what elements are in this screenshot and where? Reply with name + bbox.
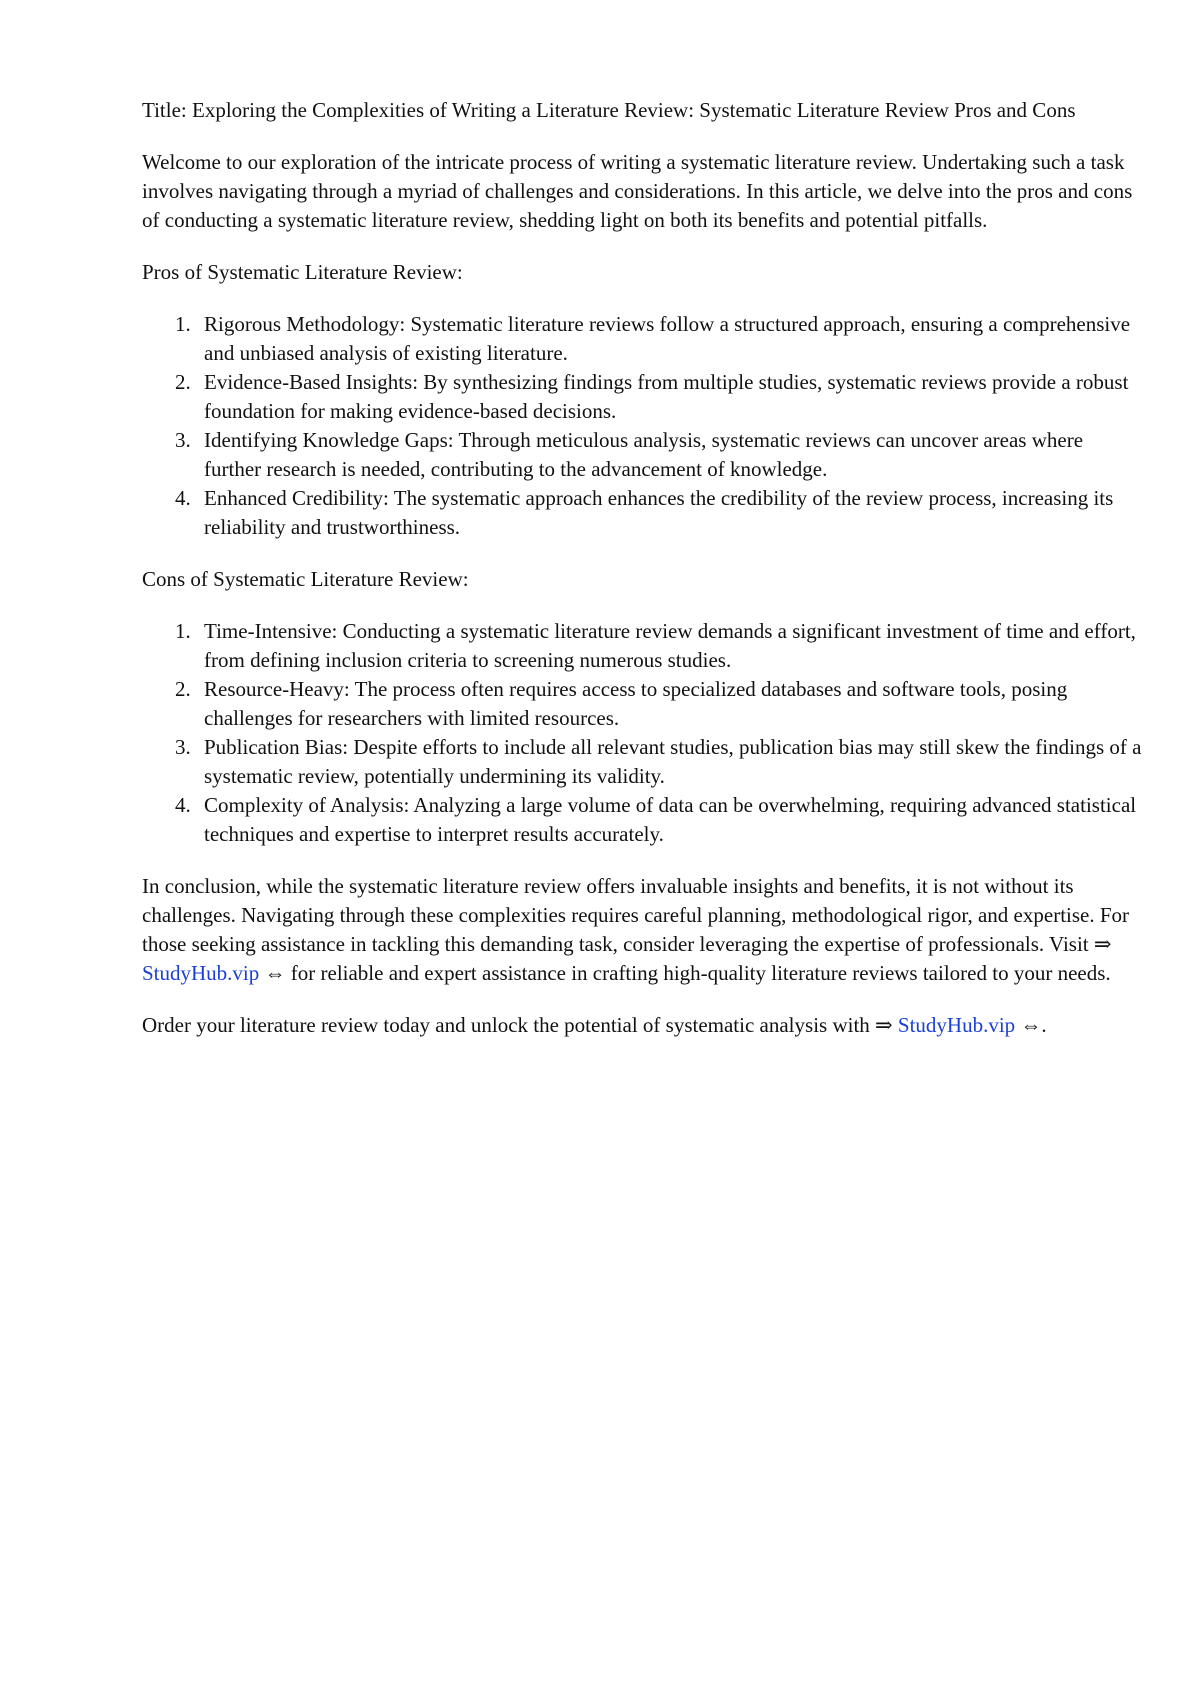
list-item-text: Publication Bias: Despite efforts to include all relevant studies, publication bias may still skew the findings of a systematic review, potentially undermining its validity. bbox=[204, 735, 1142, 788]
studyhub-link[interactable]: StudyHub.vip bbox=[897, 1013, 1016, 1037]
document-page bbox=[142, 96, 1142, 1063]
intro-paragraph: Welcome to our exploration of the intricate process of writing a systematic literature review. Undertaking such a task involves navigating through a myriad of challenges and considerations. In this article, we delve into the pros and cons of conducting a systematic literature review, shedding light on both its benefits and potential pitfalls. bbox=[142, 150, 1133, 232]
cons-heading: Cons of Systematic Literature Review: bbox=[142, 567, 469, 591]
studyhub-link[interactable]: StudyHub.vip bbox=[142, 961, 260, 985]
conclusion-paragraph bbox=[142, 872, 1142, 988]
list-item-number: 3. bbox=[175, 735, 191, 759]
list-item-text: Time-Intensive: Conducting a systematic literature review demands a significant investment of time and effort, from defining inclusion criteria to screening numerous studies. bbox=[204, 619, 1136, 672]
conclusion-text: In conclusion, while the systematic literature review offers invaluable insights and benefits, it is not without its challenges. Navigating through these complexities requires careful planning, methodological rigor, and expertise. For those seeking assistance in tackling this demanding task, consider leveraging the expertise of professionals. Visit ⇒ bbox=[142, 874, 1130, 956]
list-item-text: Enhanced Credibility: The systematic approach enhances the credibility of the review process, increasing its reliability and trustworthiness. bbox=[204, 486, 1114, 539]
list-item-text: Evidence-Based Insights: By synthesizing findings from multiple studies, systematic reviews provide a robust foundation for making evidence-based decisions. bbox=[204, 370, 1129, 423]
pros-heading: Pros of Systematic Literature Review: bbox=[142, 260, 463, 284]
list-item bbox=[142, 426, 1142, 484]
list-item-number: 2. bbox=[175, 677, 191, 701]
list-item bbox=[142, 368, 1142, 426]
list-item-number: 4. bbox=[175, 486, 191, 510]
closing-text: Order your literature review today and unlock the potential of systematic analysis with ⇒ bbox=[142, 1013, 898, 1037]
list-item bbox=[142, 791, 1142, 849]
list-item-number: 4. bbox=[175, 793, 191, 817]
list-item-number: 2. bbox=[175, 370, 191, 394]
closing-text-tail: ⇔. bbox=[1015, 1013, 1047, 1037]
document-title: Title: Exploring the Complexities of Writing a Literature Review: Systematic Literature Review Pros and Cons bbox=[142, 98, 1076, 122]
list-item bbox=[142, 310, 1142, 368]
pros-list bbox=[142, 310, 1142, 542]
closing-paragraph bbox=[142, 1011, 1142, 1040]
list-item-text: Complexity of Analysis: Analyzing a large volume of data can be overwhelming, requiring advanced statistical techniques and expertise to interpret results accurately. bbox=[204, 793, 1137, 846]
list-item bbox=[142, 733, 1142, 791]
list-item-number: 1. bbox=[175, 619, 191, 643]
list-item-text: Identifying Knowledge Gaps: Through meticulous analysis, systematic reviews can uncover areas where further research is needed, contributing to the advancement of knowledge. bbox=[204, 428, 1084, 481]
list-item-text: Rigorous Methodology: Systematic literature reviews follow a structured approach, ensuring a comprehensive and unbiased analysis of existing literature. bbox=[204, 312, 1131, 365]
list-item-number: 3. bbox=[175, 428, 191, 452]
cons-list bbox=[142, 617, 1142, 849]
list-item-text: Resource-Heavy: The process often requires access to specialized databases and software tools, posing challenges for researchers with limited resources. bbox=[204, 677, 1068, 730]
list-item-number: 1. bbox=[175, 312, 191, 336]
list-item bbox=[142, 484, 1142, 542]
list-item bbox=[142, 675, 1142, 733]
list-item bbox=[142, 617, 1142, 675]
conclusion-text-tail: ⇔ for reliable and expert assistance in crafting high-quality literature reviews tailored to your needs. bbox=[259, 961, 1111, 985]
